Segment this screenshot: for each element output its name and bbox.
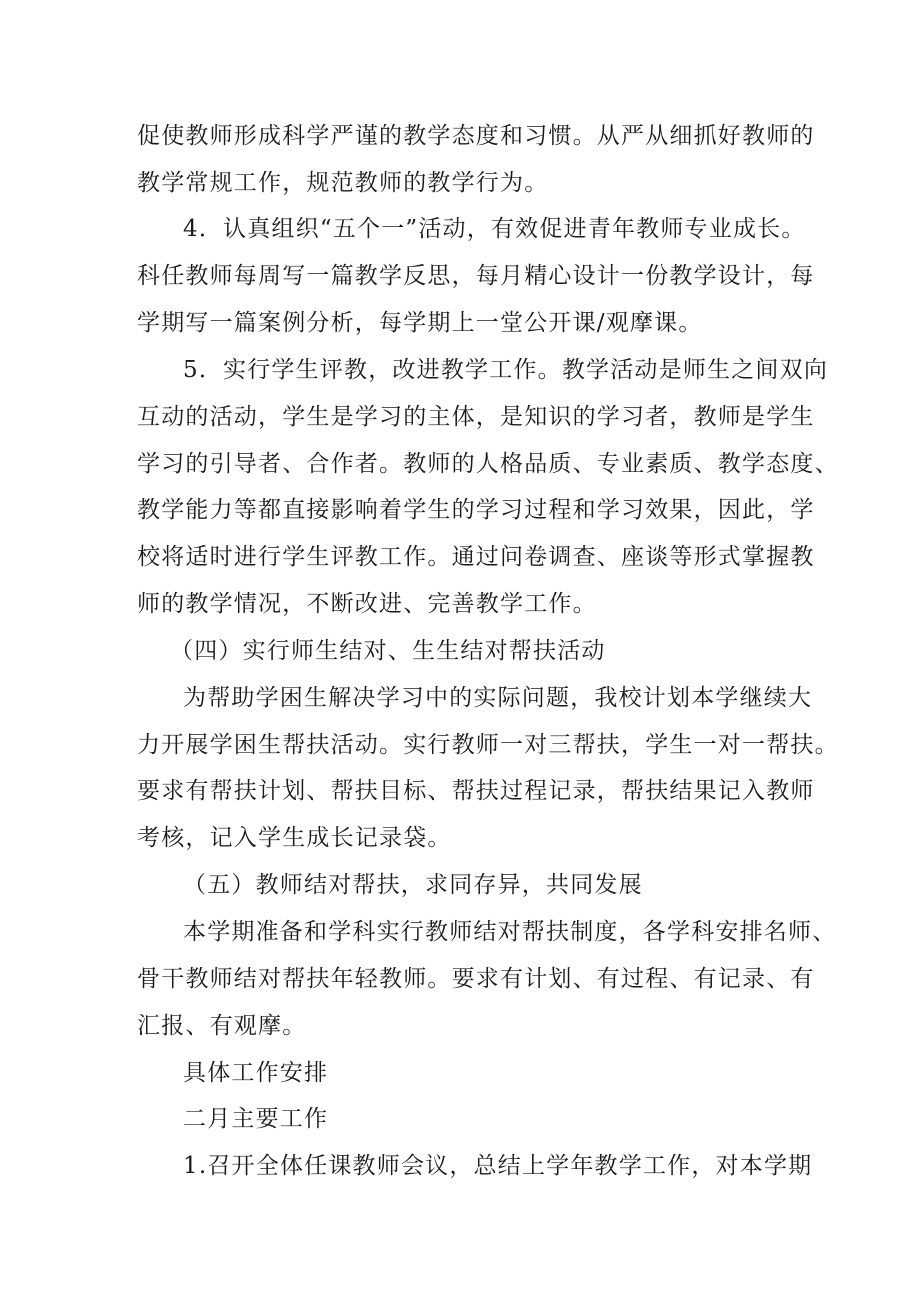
text-line: 为帮助学困生解决学习中的实际问题，我校计划本学继续大 [183, 685, 813, 711]
text-line: 促使教师形成科学严谨的教学态度和习惯。从严从细抓好教师的 [137, 123, 815, 149]
text-line: 互动的活动，学生是学习的主体，是知识的学习者，教师是学生 [137, 404, 815, 430]
numbered-item-1: 1.召开全体任课教师会议，总结上学年教学工作，对本学期 [183, 1153, 813, 1179]
text-line: 考核，记入学生成长记录袋。 [137, 825, 452, 851]
numbered-item-4: 4．认真组织“五个一”活动，有效促进青年教师专业成长。 [183, 216, 806, 242]
text-line: 汇报、有观摩。 [137, 1013, 307, 1039]
text-line: 学习的引导者、合作者。教师的人格品质、专业素质、教学态度、 [137, 451, 839, 477]
text-line: 骨干教师结对帮扶年轻教师。要求有计划、有过程、有记录、有 [137, 966, 815, 992]
text-line: 校将适时进行学生评教工作。通过问卷调查、座谈等形式掌握教 [137, 544, 815, 570]
numbered-item-5: 5．实行学生评教，改进教学工作。教学活动是师生之间双向 [183, 357, 829, 383]
text-line: 本学期准备和学科实行教师结对帮扶制度，各学科安排名师、 [183, 919, 837, 945]
text-line: 师的教学情况，不断改进、完善教学工作。 [137, 591, 597, 617]
section-heading-4: （四）实行师生结对、生生结对帮扶活动 [170, 638, 606, 664]
text-line: 教学常规工作，规范教师的教学行为。 [137, 170, 549, 196]
text-line: 科任教师每周写一篇教学反思，每月精心设计一份教学设计，每 [137, 263, 815, 289]
text-line: 力开展学困生帮扶活动。实行教师一对三帮扶，学生一对一帮扶。 [137, 732, 839, 758]
text-line: 学期写一篇案例分析，每学期上一堂公开课/观摩课。 [137, 310, 703, 336]
subheading-work-plan: 具体工作安排 [183, 1060, 329, 1086]
text-line: 要求有帮扶计划、帮扶目标、帮扶过程记录，帮扶结果记入教师 [137, 778, 815, 804]
text-line: 教学能力等都直接影响着学生的学习过程和学习效果，因此，学 [137, 497, 815, 523]
subheading-february: 二月主要工作 [183, 1106, 329, 1132]
section-heading-5: （五）教师结对帮扶，求同存异，共同发展 [183, 872, 643, 898]
